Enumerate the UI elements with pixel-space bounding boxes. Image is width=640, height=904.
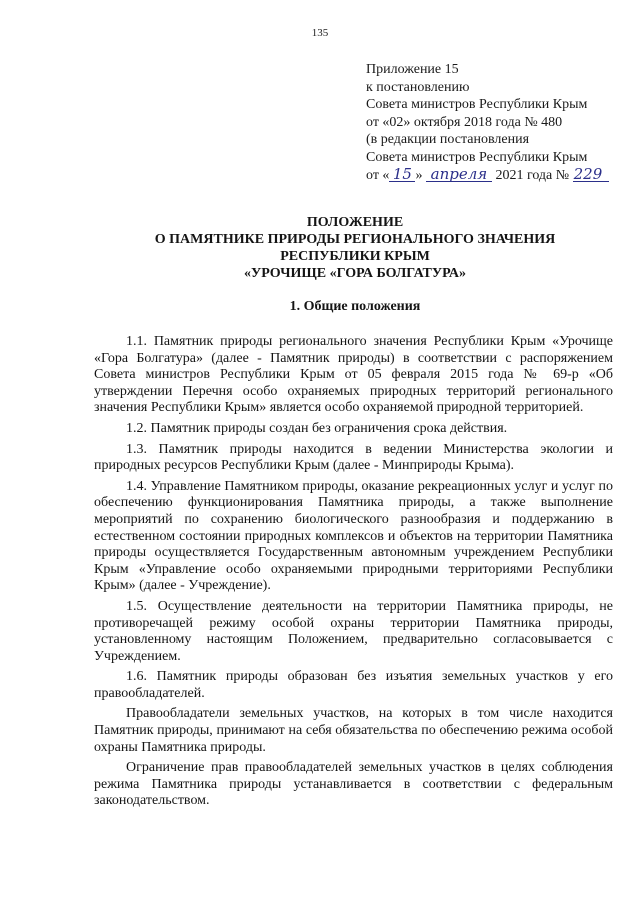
annex-line-6: Совета министров Республики Крым: [366, 149, 588, 165]
document-body: [94, 334, 613, 814]
handwritten-decree-number: 229: [573, 167, 609, 182]
document-title: [60, 214, 640, 282]
date-suffix: 2021 года №: [495, 167, 570, 183]
title-line-1: ПОЛОЖЕНИЕ: [306, 215, 404, 230]
paragraph-1-5: 1.5. Осуществление деятельности на территории Памятника природы, не противоречащей режиму особой охраны территории Памятника природы, установленному настоящим Положением, предварительно согласовывается с Учреждением.: [94, 598, 613, 664]
handwritten-month: апреля: [426, 167, 492, 182]
annex-line-5: (в редакции постановления: [366, 132, 530, 148]
paragraph-1-2: 1.2. Памятник природы создан без ограничения срока действия.: [126, 420, 508, 436]
section-heading: 1. Общие положения: [289, 299, 421, 314]
paragraph-restrictions: Ограничение прав правообладателей земельных участков в целях соблюдения режима Памятника природы устанавливается в соответствии с федеральным законодательством.: [94, 760, 613, 809]
paragraph-1-4: 1.4. Управление Памятником природы, оказание рекреационных услуг и услуг по обеспечению функционирования Памятника природы, а также выполнение мероприятий по сохранению биологического разнообразия и поддержанию в естественном состоянии природных комплексов и объектов на территории Памятника природы осуществляется Государственным автономным учреждением Республики Крым «Управление особо охраняемыми природными территориями Республики Крым» (далее - Учреждение).: [94, 478, 613, 594]
paragraph-rights-holders: Правообладатели земельных участков, на которых в том числе находится Памятник природы, принимают на себя обязательства по обеспечению режима особой охраны Памятника природы.: [94, 706, 613, 755]
date-prefix: от «: [366, 167, 390, 183]
annex-line-1: Приложение 15: [366, 62, 459, 77]
paragraph-1-3: 1.3. Памятник природы находится в ведении Министерства экологии и природных ресурсов Республики Крым (далее - Минприроды Крыма).: [94, 441, 613, 474]
annex-line-4: от «02» октября 2018 года № 480: [366, 114, 563, 130]
annex-line-2: к постановлению: [366, 79, 470, 95]
annex-header: [366, 61, 628, 184]
date-mid: »: [415, 167, 423, 183]
paragraph-1-6: 1.6. Памятник природы образован без изъятия земельных участков у его правообладателей.: [94, 669, 613, 701]
handwritten-day: 15: [389, 167, 415, 182]
paragraph-1-1: 1.1. Памятник природы регионального значения Республики Крым «Урочище «Гора Болгатура» (далее - Памятник природы) в соответствии с распоряжением Совета министров Республики Крым от 05 февраля 2015 года № 69-р «Об утверждении Перечня особо охраняемых природных территорий регионального значения Республики Крым» является особо охраняемой природной территорией.: [94, 334, 613, 416]
page-number: 135: [311, 27, 329, 39]
annex-line-3: Совета министров Республики Крым: [366, 97, 588, 113]
title-line-3: РЕСПУБЛИКИ КРЫМ: [280, 249, 430, 264]
annex-date-line: [366, 164, 628, 185]
title-line-4: «УРОЧИЩЕ «ГОРА БОЛГАТУРА»: [243, 266, 466, 281]
title-line-2: О ПАМЯТНИКЕ ПРИРОДЫ РЕГИОНАЛЬНОГО ЗНАЧЕНИЯ: [154, 232, 556, 247]
